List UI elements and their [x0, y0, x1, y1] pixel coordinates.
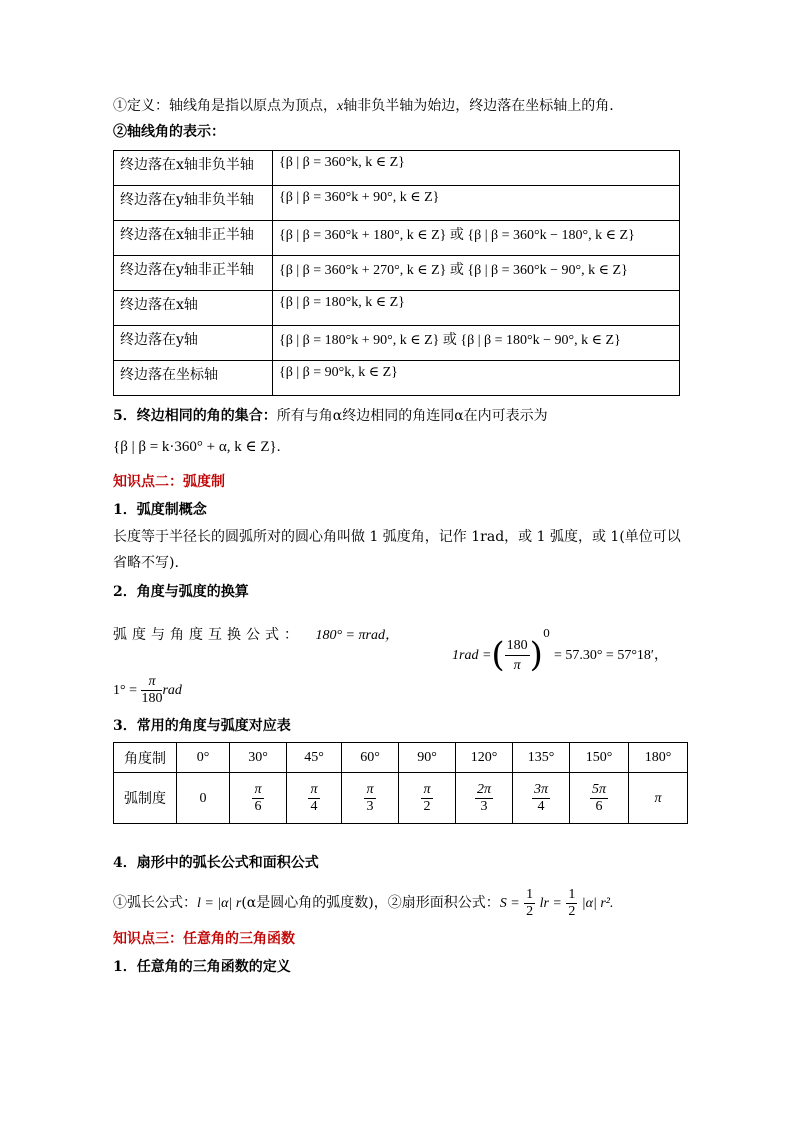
formula-c-fraction — [141, 674, 162, 707]
axis-table-set: {β | β = 180°k + 90°, k ∈ Z} 或 {β | β = 180°k − 90°, k ∈ Z} — [273, 326, 680, 361]
radian-value: π — [654, 790, 662, 806]
radian-denominator: 2 — [423, 798, 431, 814]
formula-b-den: π — [513, 657, 521, 673]
radian-cell — [513, 773, 570, 824]
axis-table-row — [114, 291, 680, 326]
area-rhs: |α| r². — [581, 896, 614, 911]
kp2-title: 知识点二：弧度制 — [113, 474, 225, 490]
axis-table-row — [114, 186, 680, 221]
kp2-s3-heading: 3．常用的角度与弧度对应表 — [113, 718, 291, 734]
radian-fraction — [532, 782, 550, 815]
radian-cell — [570, 773, 629, 824]
radian-numerator: π — [310, 781, 318, 797]
conversion-formula-row — [113, 625, 399, 646]
degree-cell: 45° — [287, 743, 342, 773]
axis-table-label: 终边落在坐标轴 — [114, 361, 273, 396]
radian-fraction — [421, 782, 432, 815]
radian-cell — [456, 773, 513, 824]
axis-table-set: {β | β = 180°k, k ∈ Z} — [273, 291, 680, 326]
kp2-s2-heading: 2．角度与弧度的换算 — [113, 584, 249, 600]
conversion-formula-a: 180° = πrad， — [315, 628, 399, 643]
section5-heading: 5．终边相同的角的集合： — [113, 408, 277, 424]
radian-fraction — [308, 782, 319, 815]
degree-cell: 90° — [399, 743, 456, 773]
radian-cell — [287, 773, 342, 824]
radian-numerator: π — [254, 781, 262, 797]
section4-formulas — [113, 883, 614, 924]
degree-label: 角度制 — [114, 743, 177, 773]
section5-formula: {β | β = k·360° + α, k ∈ Z}. — [113, 439, 281, 455]
kp2-s1-text-line2: 省略不写). — [113, 555, 179, 571]
arc-label: ①弧长公式： — [113, 895, 197, 911]
definition-text-2: 轴非负半轴为始边，终边落在坐标轴上的角. — [343, 98, 614, 114]
radian-cell — [342, 773, 399, 824]
definition-text-1: ①定义：轴线角是指以原点为顶点， — [113, 98, 337, 114]
radian-value: 0 — [199, 790, 207, 806]
degree-row — [114, 743, 688, 773]
formula-b-num: 180 — [505, 636, 530, 656]
radian-fraction — [364, 782, 375, 815]
formula-c-right: rad — [162, 683, 182, 698]
area-frac1-den: 2 — [526, 903, 534, 919]
radian-fraction — [590, 782, 608, 815]
radian-numerator: π — [366, 781, 374, 797]
kp3-title: 知识点三：任意角的三角函数 — [113, 931, 295, 947]
radian-numerator: 2π — [476, 781, 491, 797]
axis-table-set: {β | β = 360°k + 90°, k ∈ Z} — [273, 186, 680, 221]
degree-cell: 0° — [177, 743, 230, 773]
kp2-s1-heading: 1．弧度制概念 — [113, 502, 207, 518]
degree-radian-table — [113, 742, 688, 824]
radian-denominator: 6 — [595, 798, 603, 814]
axis-table-set: {β | β = 360°k + 270°, k ∈ Z} 或 {β | β = 360°k − 90°, k ∈ Z} — [273, 256, 680, 291]
axis-table-set: {β | β = 90°k, k ∈ Z} — [273, 361, 680, 396]
axis-angle-table — [113, 150, 680, 396]
conversion-formula-label: 弧度与角度互换公式： — [113, 627, 303, 643]
radian-numerator: 3π — [533, 781, 548, 797]
area-mid: lr = — [539, 896, 562, 911]
degree-cell: 180° — [629, 743, 688, 773]
radian-fraction — [475, 782, 493, 815]
radian-denominator: 4 — [537, 798, 545, 814]
formula-b-fraction — [505, 636, 530, 675]
degree-cell: 60° — [342, 743, 399, 773]
conversion-formula-c — [113, 670, 182, 711]
radian-row — [114, 773, 688, 824]
area-lhs: S = — [499, 896, 520, 911]
area-frac1-num: 1 — [526, 886, 534, 902]
axis-table-set: {β | β = 360°k + 180°, k ∈ Z} 或 {β | β = 360°k − 180°, k ∈ Z} — [273, 221, 680, 256]
axis-table-row — [114, 326, 680, 361]
formula-b-exp: 0 — [542, 627, 550, 640]
degree-cell: 150° — [570, 743, 629, 773]
area-frac2-den: 2 — [568, 903, 576, 919]
area-frac2 — [566, 887, 577, 920]
axis-table-label: 终边落在y轴 — [114, 326, 273, 361]
axis-table-label: 终边落在x轴非负半轴 — [114, 151, 273, 186]
formula-c-num: π — [141, 674, 162, 691]
radian-numerator: 5π — [591, 781, 606, 797]
degree-cell: 30° — [230, 743, 287, 773]
area-frac2-num: 1 — [568, 886, 576, 902]
section5-line — [113, 406, 548, 426]
radian-fraction — [252, 782, 263, 815]
formula-c-den: 180 — [141, 690, 163, 706]
radian-cell — [399, 773, 456, 824]
axis-table-row — [114, 151, 680, 186]
axis-table-label: 终边落在y轴非正半轴 — [114, 256, 273, 291]
axis-table-label: 终边落在x轴非正半轴 — [114, 221, 273, 256]
formula-b-left: 1rad = — [452, 648, 492, 663]
axis-table-label: 终边落在y轴非负半轴 — [114, 186, 273, 221]
arc-note: (α是圆心角的弧度数)，②扇形面积公式： — [241, 895, 500, 911]
radian-numerator: π — [423, 781, 431, 797]
area-frac1 — [524, 887, 535, 920]
radian-denominator: 3 — [480, 798, 488, 814]
radian-cell — [177, 773, 230, 824]
degree-cell: 120° — [456, 743, 513, 773]
section5-text: 所有与角α终边相同的角连同α在内可表示为 — [276, 408, 548, 424]
degree-cell: 135° — [513, 743, 570, 773]
definition-x: x — [337, 99, 344, 114]
axis-angle-definition — [113, 96, 614, 117]
radian-cell — [629, 773, 688, 824]
section4-heading: 4．扇形中的弧长公式和面积公式 — [113, 855, 319, 871]
kp3-s1-heading: 1．任意角的三角函数的定义 — [113, 959, 291, 975]
radian-denominator: 6 — [254, 798, 262, 814]
axis-table-row — [114, 361, 680, 396]
radian-denominator: 3 — [366, 798, 374, 814]
kp2-s1-text-line1: 长度等于半径长的圆弧所对的圆心角叫做 1 弧度角，记作 1rad，或 1 弧度，或 1(单位可以 — [113, 529, 681, 545]
formula-b-right: = 57.30° = 57°18′， — [553, 648, 668, 663]
axis-table-set: {β | β = 360°k, k ∈ Z} — [273, 151, 680, 186]
axis-table-label: 终边落在x轴 — [114, 291, 273, 326]
radian-label: 弧制度 — [114, 773, 177, 824]
radian-denominator: 4 — [310, 798, 318, 814]
formula-c-left: 1° = — [113, 683, 137, 698]
conversion-formula-b: 1rad =( $\frac{180}{\pi}$ )$^0$= 57.30° = 57°18′， — [452, 627, 668, 675]
axis-table-row — [114, 256, 680, 291]
radian-cell — [230, 773, 287, 824]
arc-formula: l = |α| r — [197, 896, 242, 911]
representation-heading: ②轴线角的表示： — [113, 124, 225, 140]
axis-table-row — [114, 221, 680, 256]
